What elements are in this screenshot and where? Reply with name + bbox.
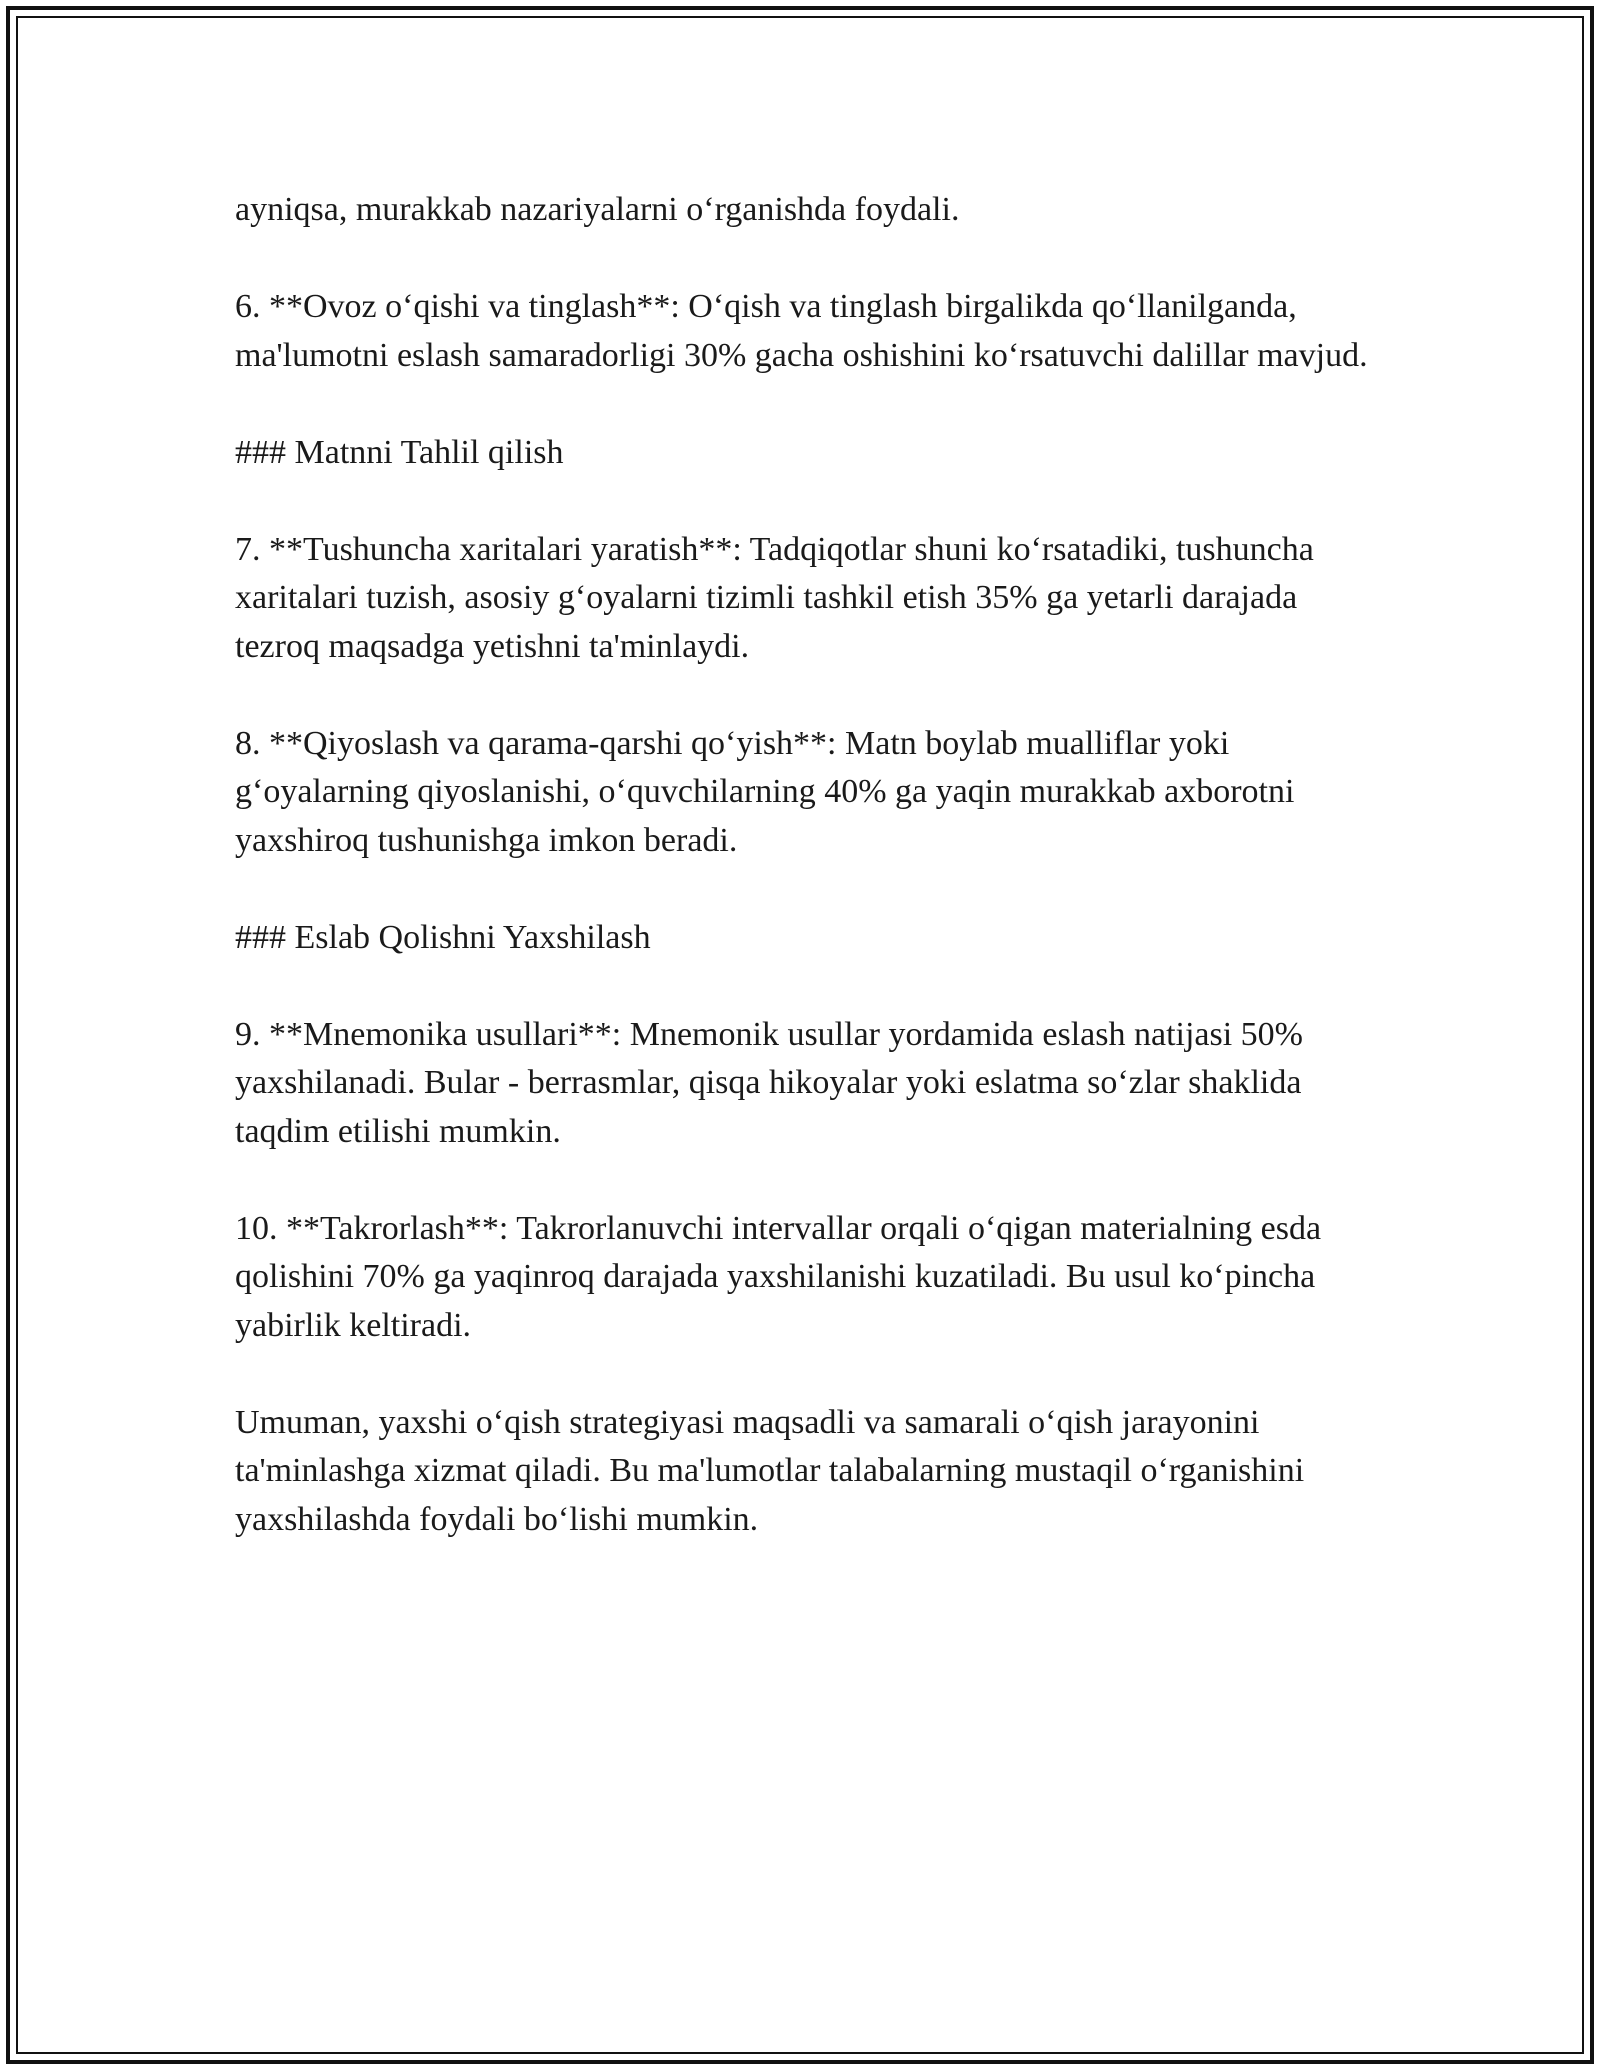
list-item-10: 10. **Takrorlash**: Takrorlanuvchi intervallar orqali o‘qigan materialning esda qolishini 70% ga yaqinroq darajada yaxshilanishi kuzatiladi. Bu usul ko‘pincha yabirlik keltiradi.	[235, 1209, 1322, 1344]
list-item-9: 9. **Mnemonika usullari**: Mnemonik usullar yordamida eslash natijasi 50% yaxshilanadi. Bular - berrasmlar, qisqa hikoyalar yoki eslatma so‘zlar shaklida taqdim etilishi mumkin.	[235, 1015, 1303, 1150]
list-item-7: 7. **Tushuncha xaritalari yaratish**: Tadqiqotlar shuni ko‘rsatadiki, tushuncha xaritalari tuzish, asosiy g‘oyalarni tizimli tashkil etish 35% ga yetarli darajada tezroq maqsadga yetishni ta'minlaydi.	[235, 530, 1314, 665]
list-item-8: 8. **Qiyoslash va qarama-qarshi qo‘yish**: Matn boylab mualliflar yoki g‘oyalarning qiyoslanishi, o‘quvchilarning 40% ga yaqin murakkab axborotni yaxshiroq tushunishga imkon beradi.	[235, 724, 1295, 859]
paragraph-continuation: ayniqsa, murakkab nazariyalarni o‘rganishda foydali.	[235, 191, 960, 228]
section-heading-matnni-tahlil: ### Matnni Tahlil qilish	[235, 433, 564, 471]
list-item-6: 6. **Ovoz o‘qishi va tinglash**: O‘qish va tinglash birgalikda qo‘llanilganda, ma'lumotni eslash samaradorligi 30% gacha oshishini ko‘rsatuvchi dalillar mavjud.	[235, 288, 1368, 374]
conclusion-paragraph: Umuman, yaxshi o‘qish strategiyasi maqsadli va samarali o‘qish jarayonini ta'minlashga xizmat qiladi. Bu ma'lumotlar talabalarning mustaqil o‘rganishini yaxshilashda foydali bo‘lishi mumkin.	[235, 1403, 1305, 1538]
document-body	[235, 186, 1370, 1593]
section-heading-eslab-qolish: ### Eslab Qolishni Yaxshilash	[235, 918, 651, 956]
